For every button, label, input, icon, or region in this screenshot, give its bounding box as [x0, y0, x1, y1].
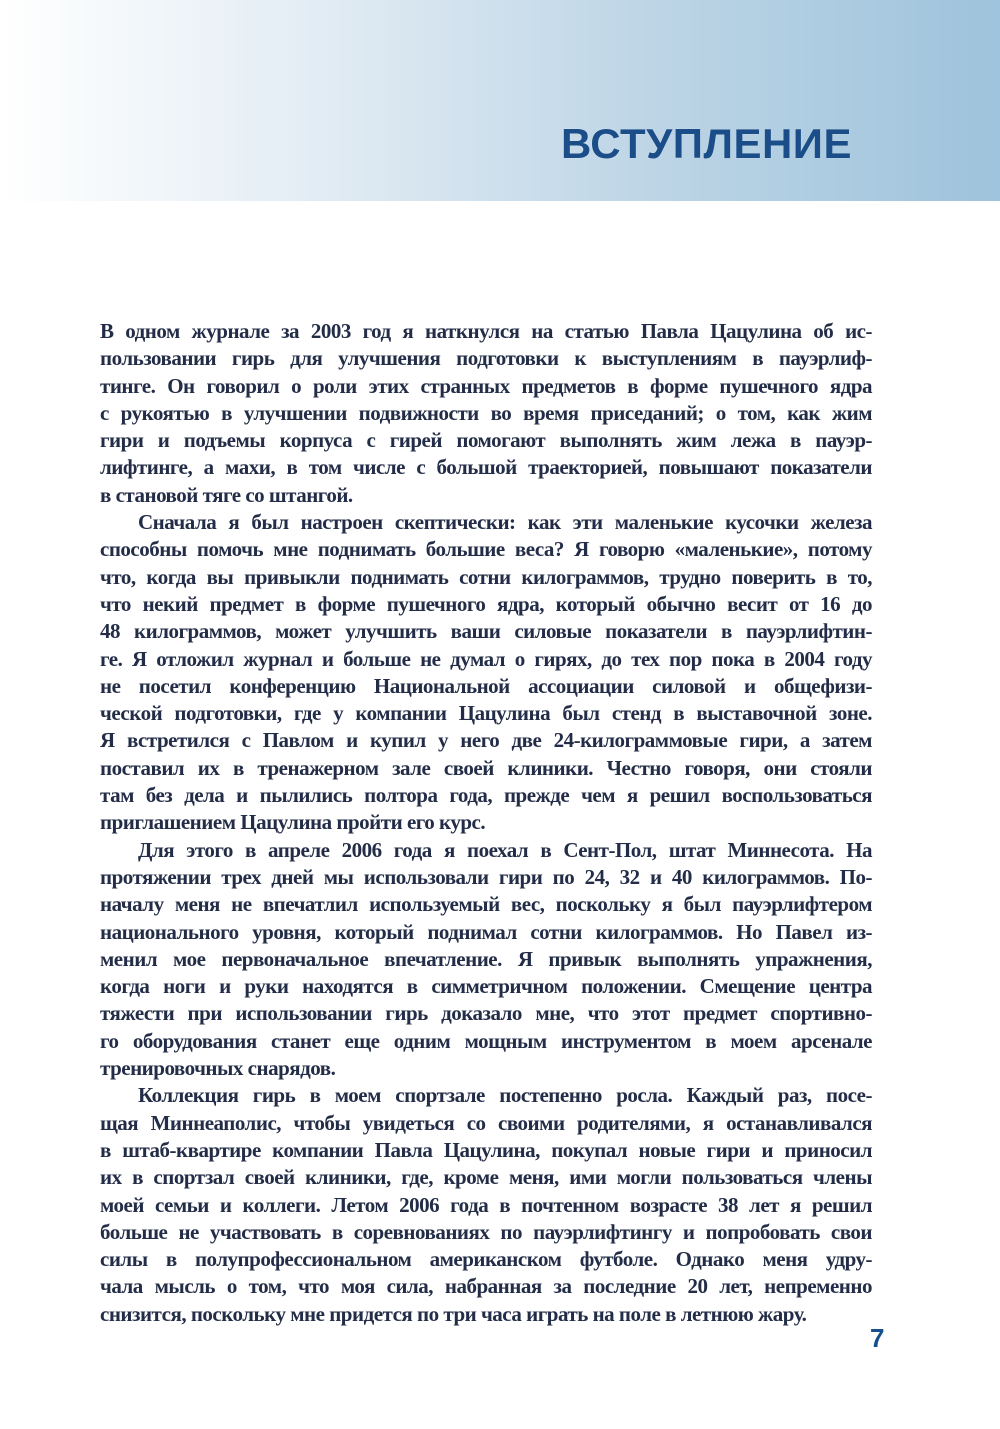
text-line: их в спортзал своей клиники, где, кроме меня, ими могли пользоваться члены: [100, 1165, 872, 1190]
text-line: не посетил конференцию Национальной ассоциации силовой и общефизи-: [100, 673, 872, 698]
text-line: Сначала я был настроен скептически: как эти маленькие кусочки железа: [138, 510, 872, 535]
text-line: менил мое первоначальное впечатление. Я привык выполнять упражнения,: [100, 946, 872, 971]
text-line: Коллекция гирь в моем спортзале постепенно росла. Каждый раз, посе-: [138, 1083, 872, 1108]
chapter-title: ВСТУПЛЕНИЕ: [560, 120, 852, 167]
paragraph: [100, 837, 872, 1083]
text-line: протяжении трех дней мы использовали гири по 24, 32 и 40 килограммов. По-: [100, 864, 872, 889]
body-text: [100, 318, 872, 1328]
text-line: когда ноги и руки находятся в симметричном положении. Смещение центра: [100, 974, 872, 999]
text-line: национального уровня, который поднимал сотни килограммов. Но Павел из-: [100, 919, 872, 944]
paragraph: [100, 318, 872, 509]
text-line: В одном журнале за 2003 год я наткнулся на статью Павла Цацулина об ис-: [100, 319, 872, 343]
text-line: там без дела и пылились полтора года, прежде чем я решил воспользоваться: [100, 783, 872, 808]
text-line: ческой подготовки, где у компании Цацулина был стенд в выставочной зоне.: [100, 701, 872, 726]
text-line: что некий предмет в форме пушечного ядра, который обычно весит от 16 до: [100, 591, 872, 616]
text-line: приглашением Цацулина пройти его курс.: [100, 810, 486, 835]
text-line: пользовании гирь для улучшения подготовки к выступлениям в пауэрлиф-: [100, 346, 872, 371]
text-line: больше не участвовать в соревнованиях по пауэрлифтингу и попробовать свои: [100, 1219, 872, 1244]
text-line: моей семьи и коллеги. Летом 2006 года в почтенном возрасте 38 лет я решил: [100, 1192, 872, 1217]
text-line: поставил их в тренажерном зале своей клиники. Честно говоря, они стояли: [100, 755, 872, 780]
text-line: Для этого в апреле 2006 года я поехал в Сент-Пол, штат Миннесота. На: [138, 837, 872, 862]
text-line: чала мысль о том, что моя сила, набранная за последние 20 лет, непременно: [100, 1274, 872, 1299]
chapter-header-band: [0, 0, 1000, 201]
text-line: силы в полупрофессиональном американском футболе. Однако меня удру-: [100, 1247, 872, 1272]
text-line: Я встретился с Павлом и купил у него две 24-килограммовые гири, а затем: [100, 728, 872, 753]
text-line: что, когда вы привыкли поднимать сотни килограммов, трудно поверить в то,: [100, 564, 872, 589]
text-line: тинге. Он говорил о роли этих странных предметов в форме пушечного ядра: [100, 373, 872, 398]
text-line: тренировочных снарядов.: [100, 1056, 336, 1081]
text-line: с рукоятью в улучшении подвижности во время приседаний; о том, как жим: [100, 400, 872, 425]
text-line: ге. Я отложил журнал и больше не думал о гирях, до тех пор пока в 2004 году: [100, 646, 872, 671]
paragraph: [100, 1082, 872, 1328]
text-line: тяжести при использовании гирь доказало мне, что этот предмет спортивно-: [100, 1001, 872, 1026]
text-line: гири и подъемы корпуса с гирей помогают выполнять жим лежа в пауэр-: [100, 428, 872, 453]
text-line: снизится, поскольку мне придется по три часа играть на поле в летнюю жару.: [100, 1301, 807, 1326]
text-line: в штаб-квартире компании Павла Цацулина, покупал новые гири и приносил: [100, 1137, 872, 1162]
text-line: го оборудования станет еще одним мощным инструментом в моем арсенале: [100, 1028, 872, 1053]
text-line: способны помочь мне поднимать большие веса? Я говорю «маленькие», потому: [100, 537, 872, 562]
text-line: в становой тяге со штангой.: [100, 482, 353, 507]
paragraph: [100, 509, 872, 837]
text-line: лифтинге, а махи, в том числе с большой траекторией, повышают показатели: [100, 455, 872, 480]
text-line: началу меня не впечатлил используемый вес, поскольку я был пауэрлифтером: [100, 892, 872, 917]
text-line: щая Миннеаполис, чтобы увидеться со своими родителями, я останавливался: [100, 1110, 872, 1135]
text-line: 48 килограммов, может улучшить ваши силовые показатели в пауэрлифтин-: [100, 619, 872, 644]
page-number: 7: [870, 1323, 885, 1353]
